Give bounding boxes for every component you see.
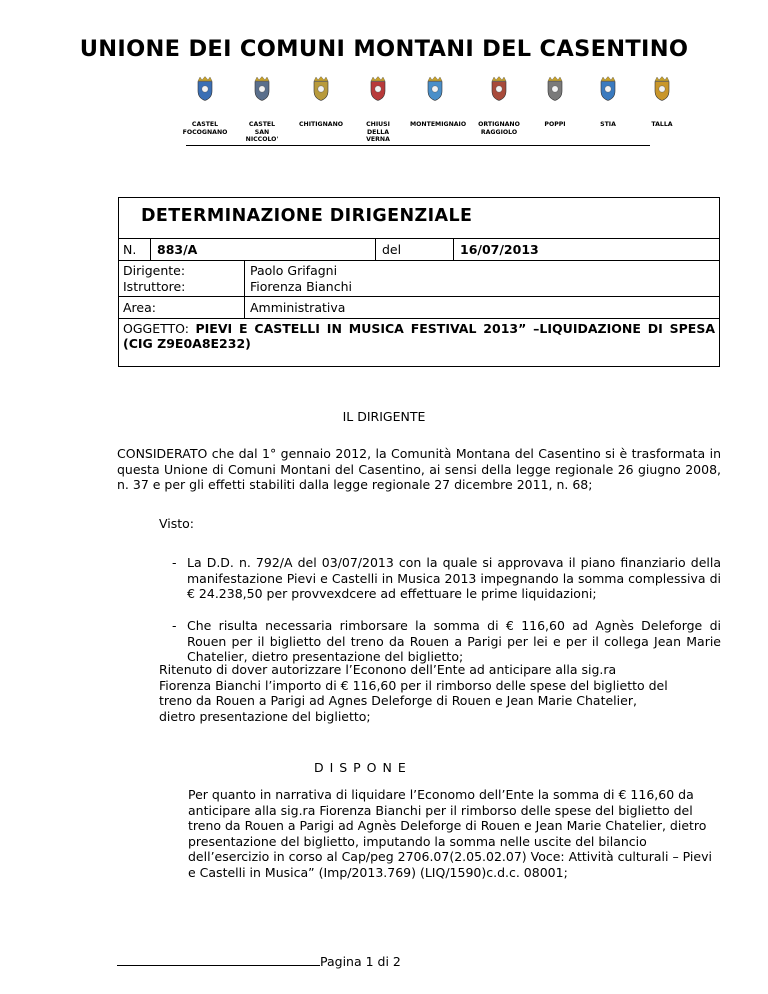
comune-name: STIA xyxy=(600,121,616,128)
list-item: Che risulta necessaria rimborsare la somma di € 116,60 ad Agnès Deleforge di Rouen per il biglietto del treno da Rouen a Parigi per lei e per il collega Jean Marie Chatelier, dietro presentazione del biglietto; xyxy=(187,618,721,664)
list-bullet: - xyxy=(172,618,177,633)
comune-item xyxy=(410,76,467,129)
comune-name: POPPI xyxy=(544,121,566,128)
area-value: Amministrativa xyxy=(250,300,346,315)
comune-item xyxy=(530,76,580,129)
crest-icon xyxy=(598,76,618,101)
comune-name: TALLA xyxy=(651,121,673,128)
ritenuto-paragraph: Ritenuto di dover autorizzare l’Econono dell’Ente ad anticipare alla sig.ra Fiorenza Bianchi l’importo di € 116,60 per il rimborso delle spese del biglietto del treno da Rouen a Parigi ad Agnes Deleforge di Rouen e Jean Marie Chatelier, dietro presentazione del biglietto; xyxy=(159,662,668,724)
comune-name: MONTEMIGNAIO xyxy=(410,121,467,128)
comuni-crests-row xyxy=(182,76,673,146)
crest-icon xyxy=(489,76,509,101)
comune-name: CASTEL FOCOGNANO xyxy=(182,121,228,136)
page-number: Pagina 1 di 2 xyxy=(320,954,401,969)
list-item: La D.D. n. 792/A del 03/07/2013 con la quale si approvava il piano finanziario della manifestazione Pievi e Castelli in Musica 2013 impegnando la somma complessiva di € 24.238,50 per provvexdcere ad effettuare le prime liquidazioni; xyxy=(187,555,721,601)
document-title: UNIONE DEI COMUNI MONTANI DEL CASENTINO xyxy=(79,36,689,62)
dispone-paragraph: Per quanto in narrativa di liquidare l’Economo dell’Ente la somma di € 116,60 da anticipare alla sig.ra Fiorenza Bianchi per il rimborso delle spese del biglietto del treno da Rouen a Parigi ad Agnès Deleforge di Rouen e Jean Marie Chatelier, dietro presentazione del biglietto, imputando la somma nelle uscite del bilancio dell’esercizio in corso al Cap/peg 2706.07(2.05.02.07) Voce: Attività culturali – Pievi e Castelli in Musica” (Imp/2013.769) (LIQ/1590)c.d.c. 08001; xyxy=(188,787,712,880)
comune-item xyxy=(353,76,403,144)
oggetto-text: PIEVI E CASTELLI IN MUSICA FESTIVAL 2013” –LIQUIDAZIONE DI SPESA (CIG Z9E0A8E232) xyxy=(123,321,715,351)
determinazione-date: 16/07/2013 xyxy=(460,242,539,257)
area-label: Area: xyxy=(123,300,156,315)
comune-name: CHITIGNANO xyxy=(298,121,344,128)
istruttore-name: Fiorenza Bianchi xyxy=(250,279,352,294)
comune-item xyxy=(637,76,687,129)
determinazione-number: 883/A xyxy=(157,242,198,257)
istruttore-label: Istruttore: xyxy=(123,279,186,294)
list-bullet: - xyxy=(172,555,177,570)
box-divider xyxy=(453,238,454,260)
crest-icon xyxy=(545,76,565,101)
visto-label: Visto: xyxy=(159,516,195,531)
considerato-paragraph: CONSIDERATO che dal 1° gennaio 2012, la Comunità Montana del Casentino si è trasformata in questa Unione di Comuni Montani del Casentino, ai sensi della legge regionale 26 giugno 2008, n. 37 e per gli effetti stabiliti dalla legge regionale 27 dicembre 2011, n. 68; xyxy=(117,446,721,492)
comune-item xyxy=(296,76,346,129)
dispone-heading: D I S P O N E xyxy=(314,760,407,775)
date-label: del xyxy=(382,242,402,257)
box-divider xyxy=(119,260,719,261)
box-divider xyxy=(150,238,151,260)
comune-item xyxy=(180,76,230,136)
dirigente-label: Dirigente: xyxy=(123,263,186,278)
footer-rule xyxy=(117,953,320,966)
crest-icon xyxy=(652,76,672,101)
comune-item xyxy=(583,76,633,129)
box-divider xyxy=(119,296,719,297)
number-label: N. xyxy=(123,242,137,257)
page-footer xyxy=(117,953,401,969)
box-divider xyxy=(375,238,376,260)
determinazione-box xyxy=(118,197,720,367)
crest-icon xyxy=(368,76,388,101)
box-divider xyxy=(119,238,719,239)
comune-item xyxy=(474,76,524,136)
oggetto-label: OGGETTO: xyxy=(123,321,196,336)
determinazione-title: DETERMINAZIONE DIRIGENZIALE xyxy=(141,206,473,226)
box-divider xyxy=(119,318,719,319)
crest-icon xyxy=(425,76,445,101)
il-dirigente-heading: IL DIRIGENTE xyxy=(342,409,426,424)
comune-item xyxy=(237,76,287,144)
comune-name: CHIUSI DELLA VERNA xyxy=(366,121,390,143)
crest-icon xyxy=(311,76,331,101)
box-divider xyxy=(244,260,245,318)
comune-name: ORTIGNANO RAGGIOLO xyxy=(478,121,520,136)
header-divider xyxy=(186,145,650,146)
comune-name: CASTEL SAN NICCOLO' xyxy=(245,121,279,143)
dirigente-name: Paolo Grifagni xyxy=(250,263,338,278)
crest-icon xyxy=(252,76,272,101)
oggetto-field xyxy=(123,321,715,351)
crest-icon xyxy=(195,76,215,101)
